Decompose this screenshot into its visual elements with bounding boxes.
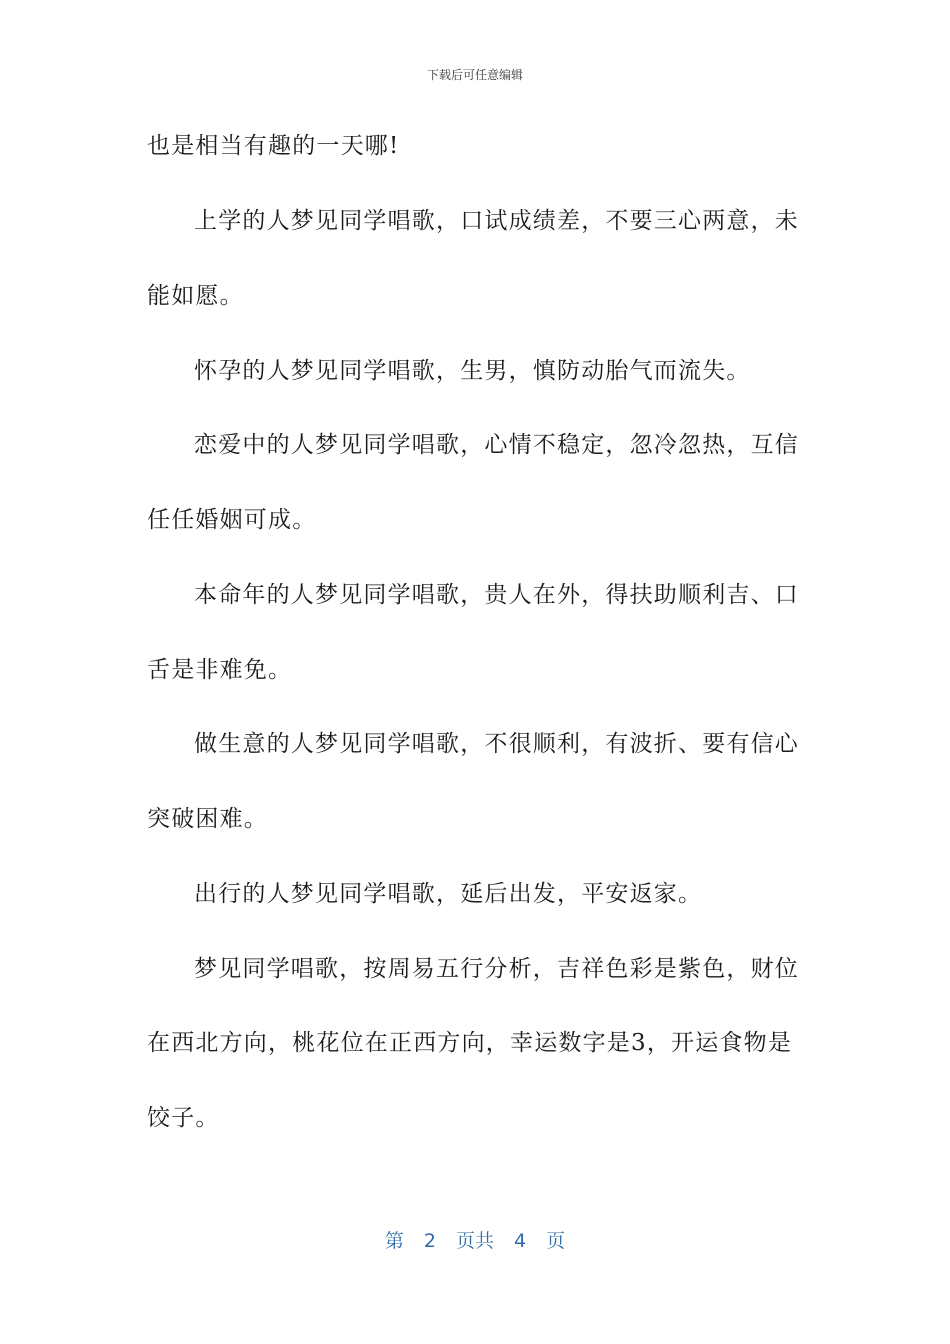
text-line: 出行的人梦见同学唱歌，延后出发，平安返家。 <box>194 881 703 907</box>
page-header: 下载后可任意编辑 <box>426 68 523 82</box>
text-line: 恋爱中的人梦见同学唱歌，心情不稳定，忽冷忽热，互信 <box>194 432 799 458</box>
text-line: 饺子。 <box>147 1105 220 1131</box>
page-footer <box>0 1226 950 1253</box>
footer-prefix: 第 <box>384 1230 404 1252</box>
text-line: 在西北方向，桃花位在正西方向，幸运数字是3，开运食物是 <box>147 1030 793 1056</box>
footer-suffix: 页 <box>546 1230 566 1252</box>
text-line: 本命年的人梦见同学唱歌，贵人在外，得扶助顺利吉、口 <box>194 582 799 608</box>
footer-total-pages: 4 <box>514 1230 527 1252</box>
text-line: 梦见同学唱歌，按周易五行分析，吉祥色彩是紫色，财位 <box>194 956 799 982</box>
text-line: 上学的人梦见同学唱歌，口试成绩差，不要三心两意，未 <box>194 208 799 234</box>
text-line: 能如愿。 <box>147 283 244 309</box>
text-line: 做生意的人梦见同学唱歌，不很顺利，有波折、要有信心 <box>194 731 799 757</box>
footer-middle: 页共 <box>455 1230 494 1252</box>
footer-page-number: 2 <box>423 1230 436 1252</box>
text-line: 也是相当有趣的一天哪! <box>147 133 400 159</box>
text-line: 怀孕的人梦见同学唱歌，生男，慎防动胎气而流失。 <box>194 358 751 384</box>
text-line: 任任婚姻可成。 <box>147 507 317 533</box>
text-line: 突破困难。 <box>147 806 268 832</box>
text-line: 舌是非难免。 <box>147 657 293 683</box>
